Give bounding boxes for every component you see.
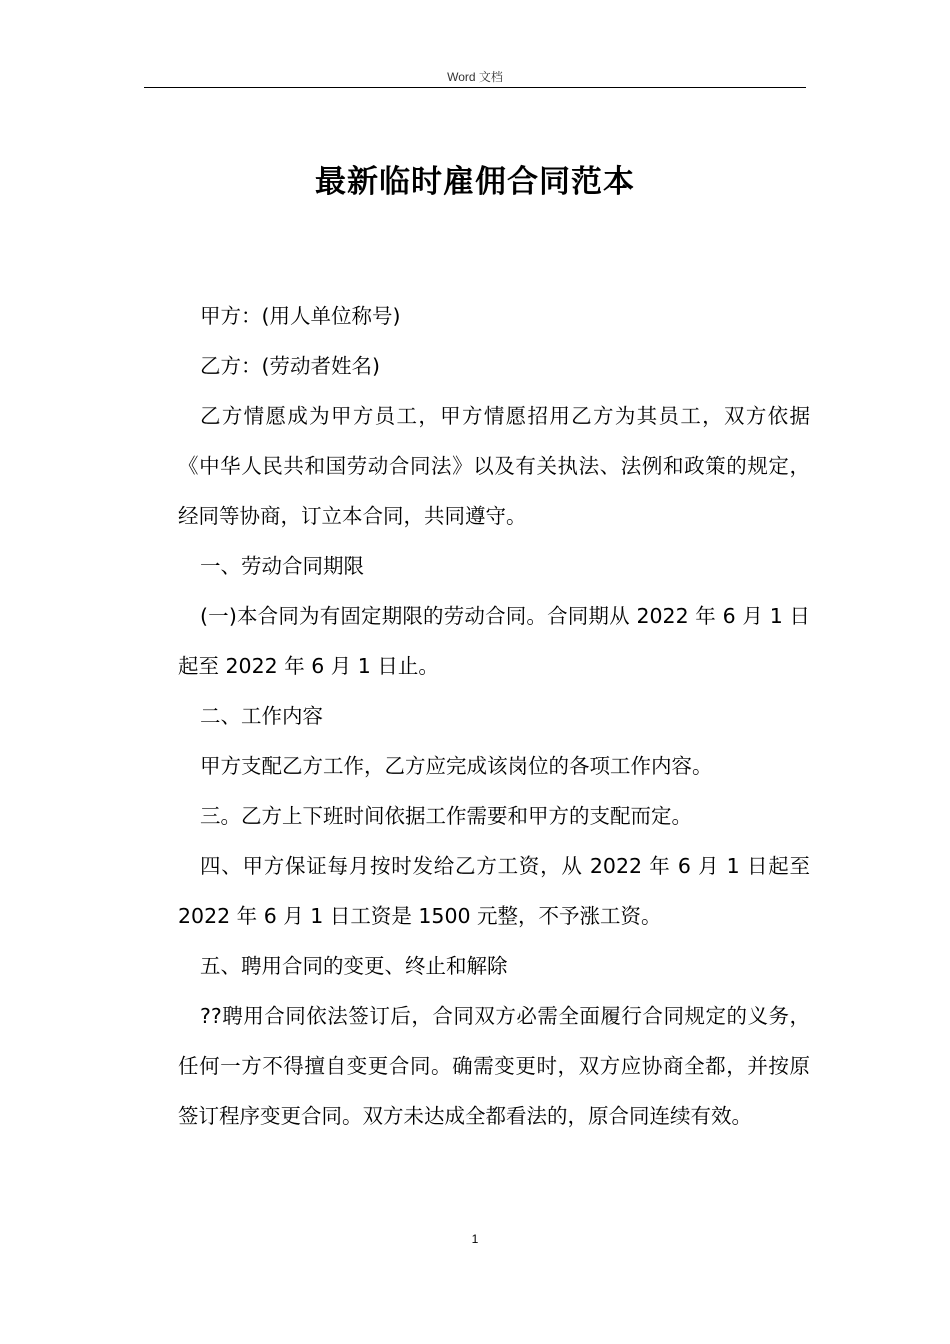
section-heading-contract-term: 一、劳动合同期限: [200, 554, 364, 578]
paragraph-contract-term: (一)本合同为有固定期限的劳动合同。合同期从 2022 年 6 月 1 日起至 2022 年 6 月 1 日止。: [178, 604, 810, 678]
page-header-label: Word 文档: [447, 70, 503, 84]
header-divider: [144, 87, 806, 88]
document-body: [178, 291, 810, 1141]
paragraph-party-b: 乙方：(劳动者姓名): [200, 354, 380, 378]
page-number: 1: [471, 1232, 479, 1246]
paragraph-contract-changes: ??聘用合同依法签订后，合同双方必需全面履行合同规定的义务，任何一方不得擅自变更合同。确需变更时，双方应协商全都，并按原签订程序变更合同。双方未达成全都看法的，原合同连续有效。: [178, 1004, 810, 1128]
paragraph-preamble: 乙方情愿成为甲方员工，甲方情愿招用乙方为其员工，双方依据《中华人民共和国劳动合同法》以及有关执法、法例和政策的规定，经同等协商，订立本合同，共同遵守。: [178, 404, 810, 528]
document-title: 最新临时雇佣合同范本: [315, 164, 635, 200]
section-heading-work-content: 二、工作内容: [200, 704, 323, 728]
paragraph-working-hours: 三。乙方上下班时间依据工作需要和甲方的支配而定。: [200, 804, 692, 828]
paragraph-work-content: 甲方支配乙方工作，乙方应完成该岗位的各项工作内容。: [200, 754, 713, 778]
paragraph-wages: 四、甲方保证每月按时发给乙方工资，从 2022 年 6 月 1 日起至 2022 年 6 月 1 日工资是 1500 元整，不予涨工资。: [178, 854, 810, 928]
section-heading-contract-changes: 五、聘用合同的变更、终止和解除: [200, 954, 508, 978]
paragraph-party-a: 甲方：(用人单位称号): [200, 304, 401, 328]
